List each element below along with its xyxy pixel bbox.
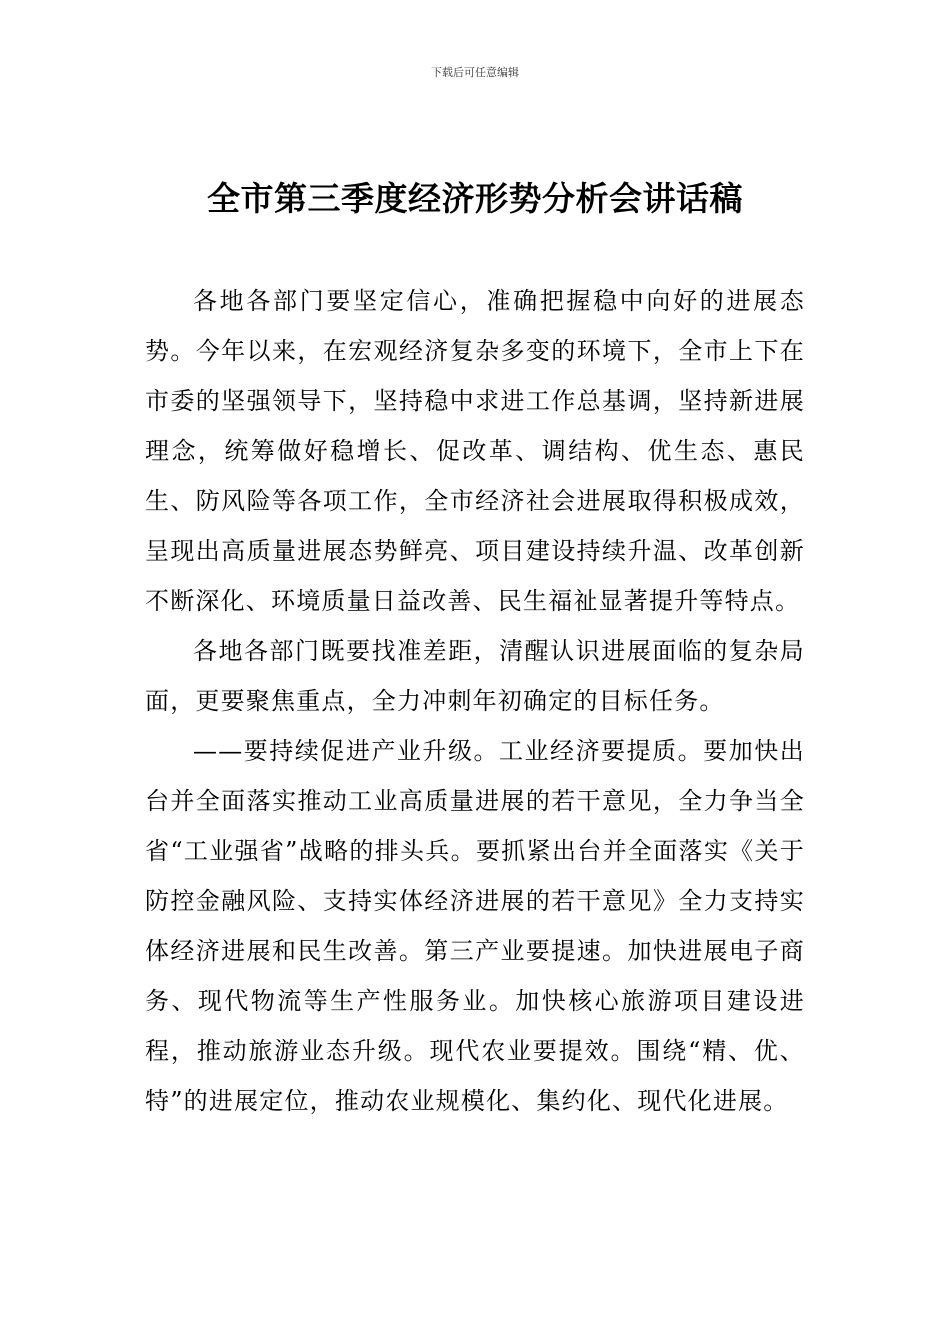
paragraph-3: ——要持续促进产业升级。工业经济要提质。要加快出台并全面落实推动工业高质量进展的若干意见，全力争当全省“工业强省”战略的排头兵。要抓紧出台并全面落实《关于防控金融风险、支持实体经济进展的若干意见》全力支持实体经济进展和民生改善。第三产业要提速。加快进展电子商务、现代物流等生产性服务业。加快核心旅游项目建设进程，推动旅游业态升级。现代农业要提效。围绕“精、优、特”的进展定位，推动农业规模化、集约化、现代化进展。 — [145, 737, 805, 1115]
paragraph-2: 各地各部门既要找准差距，清醒认识进展面临的复杂局面，更要聚焦重点，全力冲刺年初确定的目标任务。 — [145, 637, 805, 715]
document-body — [145, 276, 805, 1126]
paragraph-1: 各地各部门要坚定信心，准确把握稳中向好的进展态势。今年以来，在宏观经济复杂多变的环境下，全市上下在市委的坚强领导下，坚持稳中求进工作总基调，坚持新进展理念，统筹做好稳增长、促改革、调结构、优生态、惠民生、防风险等各项工作，全市经济社会进展取得积极成效，呈现出高质量进展态势鲜亮、项目建设持续升温、改革创新不断深化、环境质量日益改善、民生福祉显著提升等特点。 — [145, 287, 805, 615]
document-title: 全市第三季度经济形势分析会讲话稿 — [207, 179, 743, 218]
page-header-note: 下载后可任意编辑 — [431, 66, 519, 79]
